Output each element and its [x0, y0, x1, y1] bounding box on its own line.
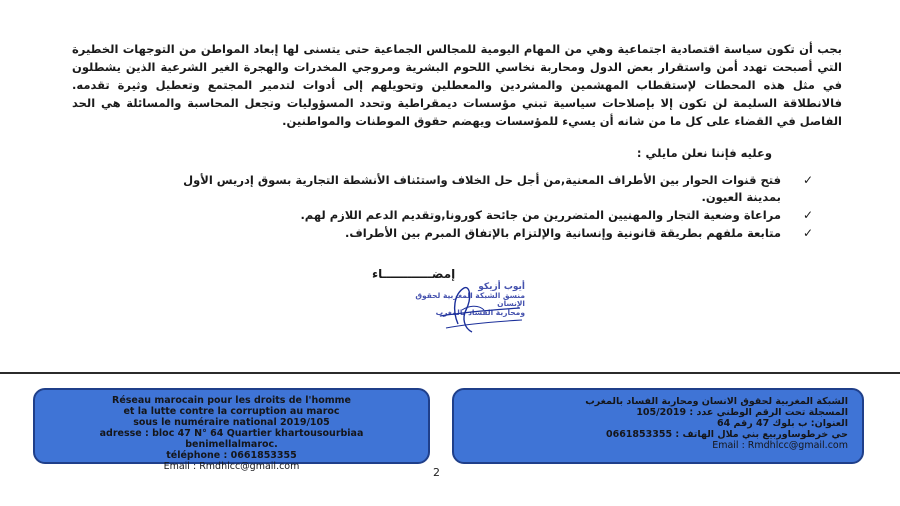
- checkmark-icon: ✓: [802, 208, 814, 222]
- footer-fr-email: Email : Rmdhlcc@gmail.com: [163, 461, 300, 472]
- signature-title-dashes: ــــــــــ: [386, 267, 428, 281]
- demand-text: فتح قنوات الحوار بين الأطراف المعنية,من أجل حل الخلاف واستئناف الأنشطة التجارية بسوق إدريس الأول بمدينة العيون.: [183, 173, 781, 204]
- demands-list: [150, 172, 815, 243]
- handwritten-signature: [370, 280, 540, 350]
- body-paragraph: بجب أن تكون سياسة اقتصادية اجتماعية وهي من المهام اليومية للمجالس الجماعية حتى يتسنى لها إبعاد المواطن من التوجهات الخطيرة التي أصبحت تهدد أمن واستقرار بعض الدول ومحاربة نخاسي اللحوم البشرية ومروجي المخدرات والهجرة الغير الشرعية الذين يشطلون في مثل هذه المحطات لإستقطاب المهشمين والمشردين والمعطلين وتحويلهم إلى أدوات لتدمير المجتمع وتعطيل وثيرة تقدمه. فالانطلاقة السليمة لن تكون إلا بإصلاحات سياسية تبني مؤسسات ديمقراطية وتحدد المسؤوليات وتجعل المحاسبة والمسائلة هي الحد الفاصل في القضاء على كل ما من شانه أن يسيء للمؤسسات ويهضم حقوق الموطنات والمواطنين.: [72, 42, 842, 128]
- signature-title-end: ـاء: [372, 267, 387, 281]
- footer-divider: [0, 372, 900, 374]
- demand-item: [150, 225, 815, 242]
- footer-ar-email: Email : Rmdhlcc@gmail.com: [712, 440, 848, 451]
- footer-fr-line: adresse : bloc 47 N° 64 Quartier khartousourbiaa: [99, 428, 364, 439]
- demand-text: مراعاة وضعية التجار والمهنيين المتضررين من جائحة كورونا,وتقديم الدعم اللازم لهم.: [300, 208, 781, 222]
- demand-text: متابعة ملفهم بطريقة قانونية وإنسانية والإلتزام بالإتفاق المبرم بين الأطراف.: [344, 226, 781, 240]
- checkmark-icon: ✓: [802, 173, 814, 187]
- footer-card-french: [33, 388, 430, 472]
- footer-card-arabic: [452, 388, 864, 464]
- stamp-line: ومحاربة الفساد بالمغرب: [435, 307, 525, 317]
- footer-ar-line: المسجلة تحت الرقم الوطني عدد : 105/2019: [636, 407, 848, 418]
- demand-item: [150, 207, 815, 224]
- footer-ar-line: حي خرطوساوربيع بني ملال الهاتف : 0661853355: [605, 429, 848, 440]
- declaration-intro: وعليه فإننا نعلن مايلي :: [636, 146, 772, 160]
- footer-fr-line: benimellalmaroc.: [185, 439, 278, 450]
- footer-fr-line: Réseau marocain pour les droits de l'homme: [112, 395, 351, 406]
- page-number: 2: [433, 466, 440, 479]
- checkmark-icon: ✓: [802, 226, 814, 240]
- footer-fr-line: et la lutte contre la corruption au maroc: [123, 406, 340, 417]
- demand-item: [150, 172, 815, 206]
- signature-title-start: إمضـ: [427, 267, 456, 281]
- footer-ar-line: العنوان: ب بلوك 47 رقم 64: [717, 418, 848, 429]
- footer-fr-line: sous le numéraire national 2019/105: [133, 417, 330, 428]
- footer-ar-line: الشبكة المغربية لحقوق الانسان ومحاربة الفساد بالمغرب: [585, 396, 848, 407]
- footer-fr-line: téléphone : 0661853355: [166, 450, 297, 461]
- stamp-line: منسق الشبكة المغربية لحقوق الإنسان: [415, 290, 525, 308]
- stamp-name: أيوب أزيكو: [478, 282, 525, 292]
- signature-title: [372, 267, 455, 281]
